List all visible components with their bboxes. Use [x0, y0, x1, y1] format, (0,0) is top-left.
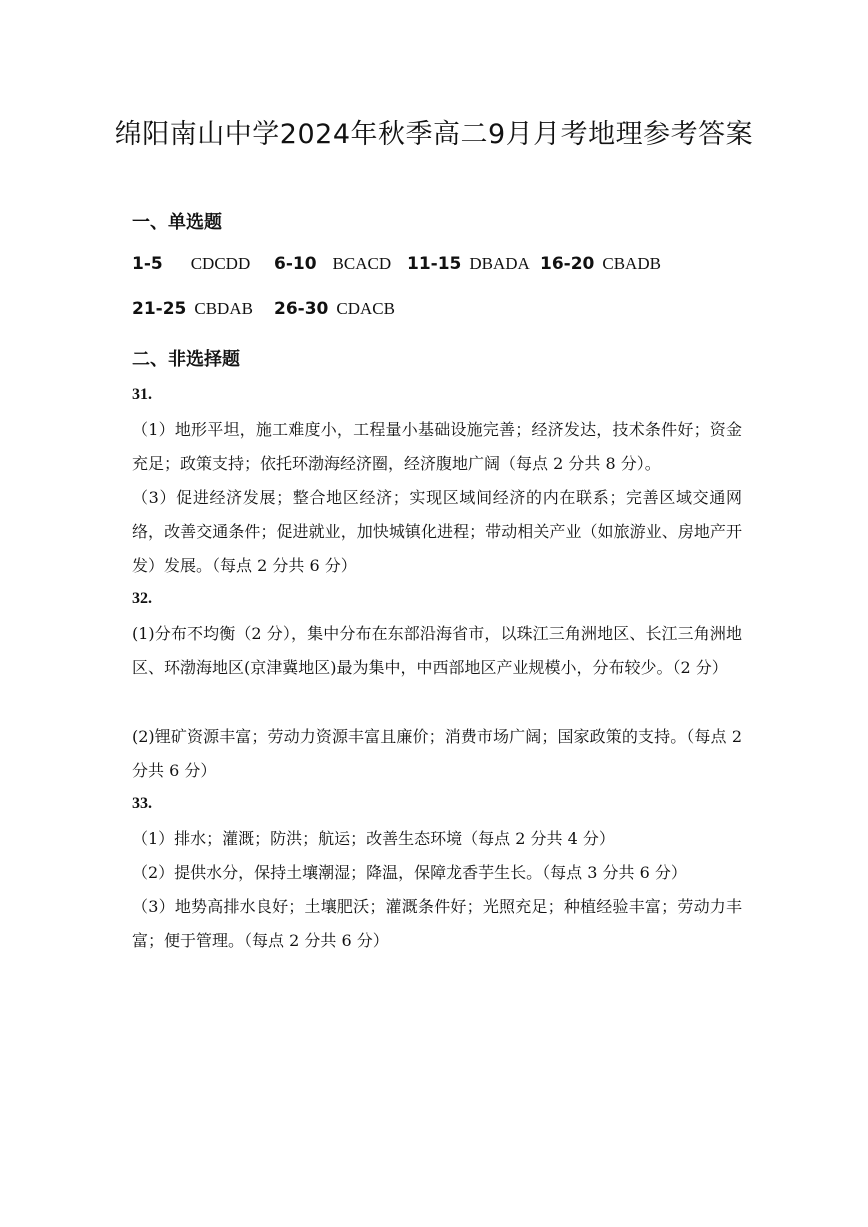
answer-group	[132, 299, 253, 319]
section-heading-single-choice: 一、单选题	[132, 212, 222, 233]
answer-paragraph: （1）排水；灌溉；防洪；航运；改善生态环境（每点 2 分共 4 分）	[132, 829, 615, 848]
answer-letters: CDACB	[336, 299, 395, 318]
question-range: 1-5	[132, 254, 163, 274]
answer-paragraph: （3）促进经济发展；整合地区经济；实现区域间经济的内在联系；完善区域交通网络，改善交通条件；促进就业，加快城镇化进程；带动相关产业（如旅游业、房地产开发）发展。（每点 2 分共 6 分）	[132, 488, 742, 575]
question-range: 26-30	[274, 299, 329, 319]
answer-letters: CBDAB	[194, 299, 253, 318]
page-title: 绵阳南山中学2024年秋季高二9月月考地理参考答案	[114, 119, 754, 150]
question-number-32: 32.	[132, 590, 152, 607]
answer-paragraph: （3）地势高排水良好；土壤肥沃；灌溉条件好；光照充足；种植经验丰富；劳动力丰富；便于管理。（每点 2 分共 6 分）	[132, 897, 742, 950]
answer-group	[274, 254, 391, 274]
question-number-33: 33.	[132, 795, 152, 812]
answer-paragraph: (1)分布不均衡（2 分），集中分布在东部沿海省市，以珠江三角洲地区、长江三角洲地区、环渤海地区(京津冀地区)最为集中，中西部地区产业规模小，分布较少。（2 分）	[132, 624, 742, 677]
answer-paragraph: (2)锂矿资源丰富；劳动力资源丰富且廉价；消费市场广阔；国家政策的支持。（每点 2 分共 6 分）	[132, 727, 742, 780]
question-range: 16-20	[540, 254, 595, 274]
answer-group	[407, 254, 530, 274]
question-number-31: 31.	[132, 386, 152, 403]
answer-paragraph: （1）地形平坦，施工难度小，工程量小基础设施完善；经济发达，技术条件好；资金充足；政策支持；依托环渤海经济圈，经济腹地广阔（每点 2 分共 8 分）。	[132, 420, 742, 473]
answer-letters: DBADA	[469, 254, 530, 273]
answer-letters: CBADB	[602, 254, 661, 273]
question-range: 6-10	[274, 254, 317, 274]
section-heading-non-choice: 二、非选择题	[132, 349, 240, 370]
answer-group	[132, 254, 250, 274]
answer-group	[274, 299, 395, 319]
answer-letters: BCACD	[332, 254, 392, 273]
question-range: 11-15	[407, 254, 462, 274]
answer-letters: CDCDD	[190, 254, 251, 273]
answer-group	[540, 254, 661, 274]
question-range: 21-25	[132, 299, 187, 319]
answer-paragraph: （2）提供水分，保持土壤潮湿；降温，保障龙香芋生长。（每点 3 分共 6 分）	[132, 863, 687, 882]
